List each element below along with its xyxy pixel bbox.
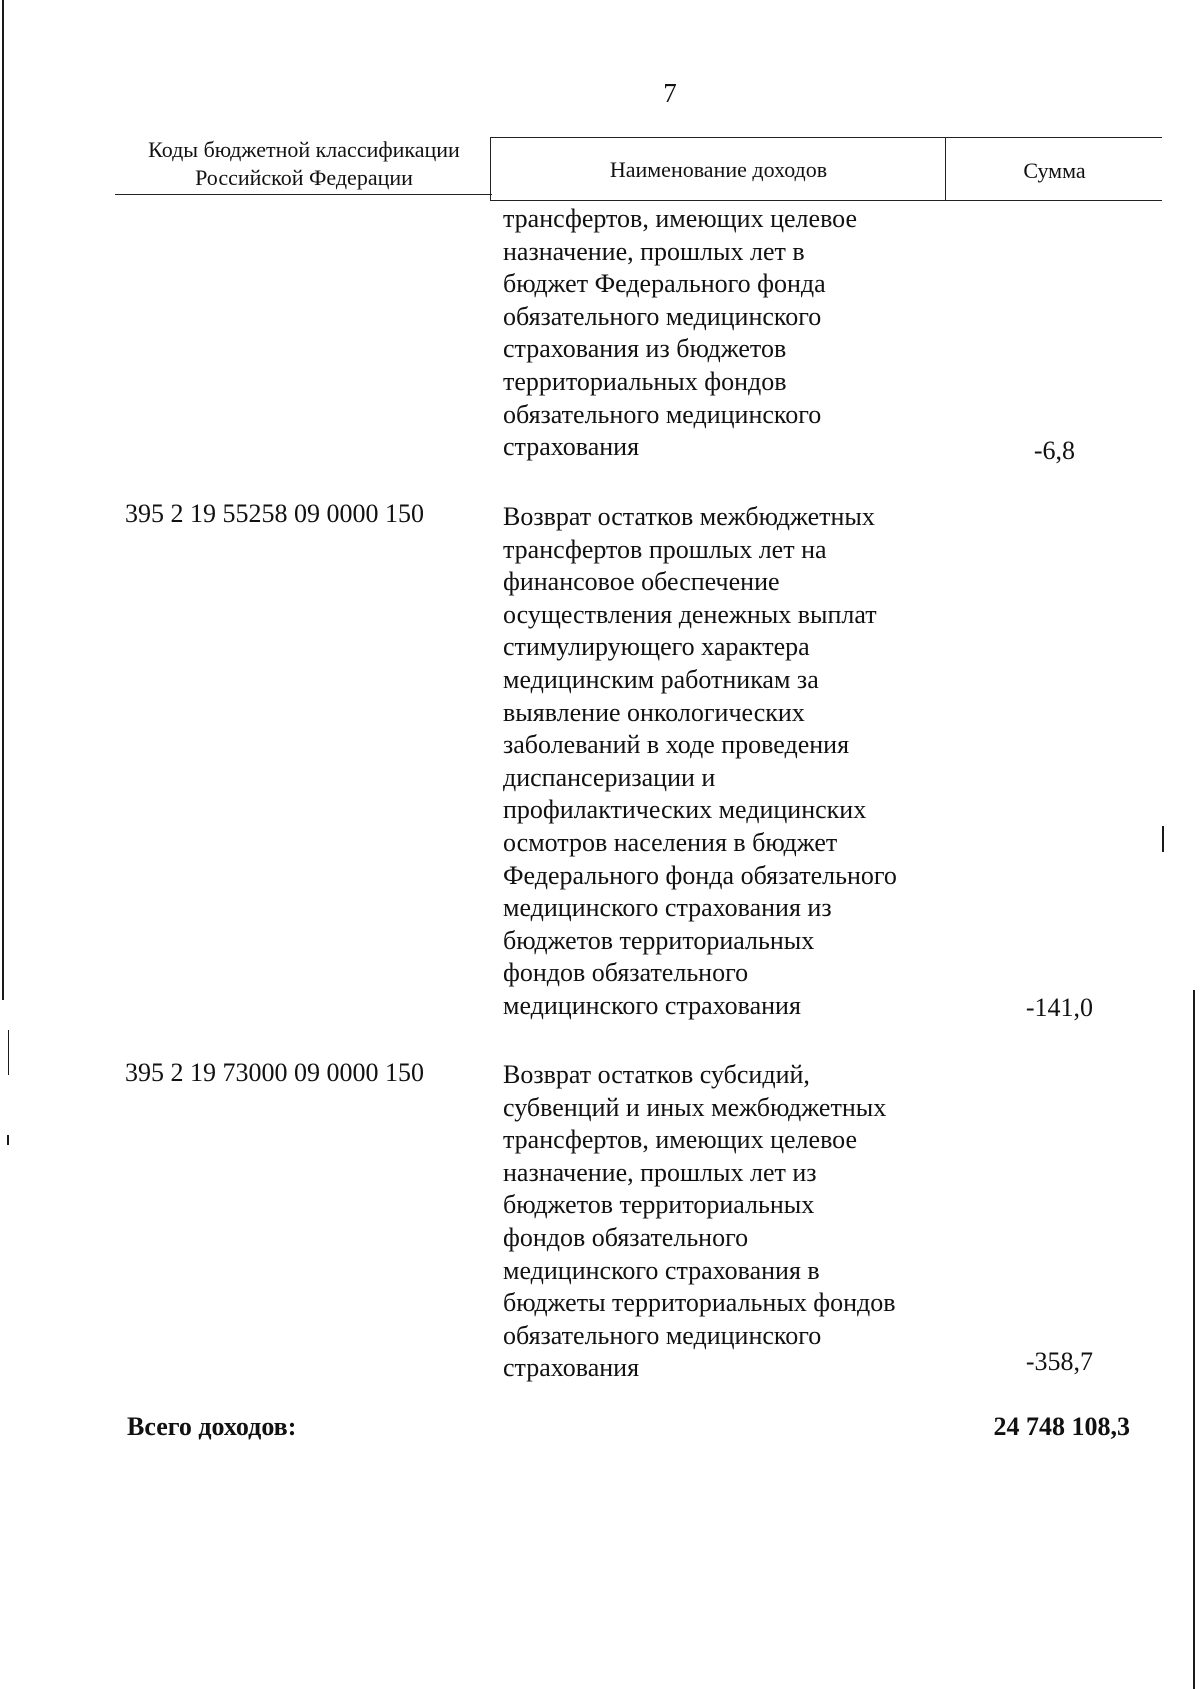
desc-line: осмотров населения в бюджет <box>503 827 838 857</box>
desc-line: профилактических медицинских <box>503 795 867 825</box>
row-3-code: 395 2 19 73000 09 0000 150 <box>125 1058 424 1087</box>
desc-line: бюджет Федерального фонда <box>503 269 826 299</box>
desc-line: страхования <box>503 432 640 462</box>
desc-line: назначение, прошлых лет из <box>503 1157 817 1187</box>
row-3-description <box>503 1059 943 1385</box>
scan-edge-line-right <box>1193 990 1195 1689</box>
row-2-description <box>503 501 943 1023</box>
table-header-divider-2 <box>945 137 946 200</box>
desc-line: трансфертов, имеющих целевое <box>503 204 858 233</box>
desc-line: фондов обязательного <box>503 1222 749 1252</box>
table-header-top-rule <box>490 137 1162 138</box>
desc-line: бюджетов территориальных <box>503 925 815 955</box>
scan-edge-mark-right <box>1162 826 1164 852</box>
header-codes <box>120 136 488 192</box>
desc-line: субвенций и иных межбюджетных <box>503 1092 887 1122</box>
total-value: 24 748 108,3 <box>993 1412 1130 1441</box>
desc-line: заболеваний в ходе проведения <box>503 730 850 760</box>
desc-line: назначение, прошлых лет в <box>503 236 805 266</box>
table-header-bottom-rule-left <box>115 194 492 195</box>
desc-line: медицинского страхования из <box>503 893 832 923</box>
desc-line: обязательного медицинского <box>503 301 822 331</box>
desc-line: Возврат остатков межбюджетных <box>503 502 875 531</box>
header-codes-line2: Российской Федерации <box>195 165 413 190</box>
scan-edge-mark-left-small <box>7 1135 9 1145</box>
desc-line: медицинского страхования в <box>503 1255 820 1285</box>
desc-line: обязательного медицинского <box>503 1320 822 1350</box>
desc-line: трансфертов, имеющих целевое <box>503 1125 858 1155</box>
desc-line: бюджеты территориальных фондов <box>503 1288 896 1318</box>
header-sum: Сумма <box>1023 158 1086 183</box>
total-label: Всего доходов: <box>127 1412 297 1441</box>
table-header-divider-1 <box>490 137 491 200</box>
desc-line: осуществления денежных выплат <box>503 599 877 629</box>
row-3-amount: -358,7 <box>1025 1347 1093 1376</box>
desc-line: фондов обязательного <box>503 958 749 988</box>
desc-line: территориальных фондов <box>503 366 787 396</box>
desc-line: медицинского страхования <box>503 990 801 1020</box>
row-2-amount: -141,0 <box>1025 993 1093 1022</box>
desc-line: выявление онкологических <box>503 697 805 727</box>
desc-line: Федерального фонда обязательного <box>503 860 897 890</box>
desc-line: стимулирующего характера <box>503 632 810 662</box>
desc-line: Возврат остатков субсидий, <box>503 1060 810 1089</box>
scan-edge-mark-left <box>8 1030 9 1075</box>
desc-line: трансфертов прошлых лет на <box>503 534 827 564</box>
row-1-amount: -6,8 <box>1033 436 1075 465</box>
desc-line: медицинским работникам за <box>503 664 819 694</box>
desc-line: обязательного медицинского <box>503 399 822 429</box>
page-number: 7 <box>663 78 677 108</box>
row-2-code: 395 2 19 55258 09 0000 150 <box>125 499 424 528</box>
header-codes-line1: Коды бюджетной классификации <box>148 137 460 162</box>
desc-line: финансовое обеспечение <box>503 567 780 597</box>
desc-line: страхования <box>503 1353 640 1383</box>
desc-line: бюджетов территориальных <box>503 1190 815 1220</box>
desc-line: диспансеризации и <box>503 762 716 792</box>
scan-edge-line-left <box>2 0 4 1000</box>
desc-line: страхования из бюджетов <box>503 334 787 364</box>
row-1-description <box>503 203 943 464</box>
header-income-name: Наименование доходов <box>609 157 828 182</box>
table-header-bottom-rule-right <box>490 200 1162 201</box>
